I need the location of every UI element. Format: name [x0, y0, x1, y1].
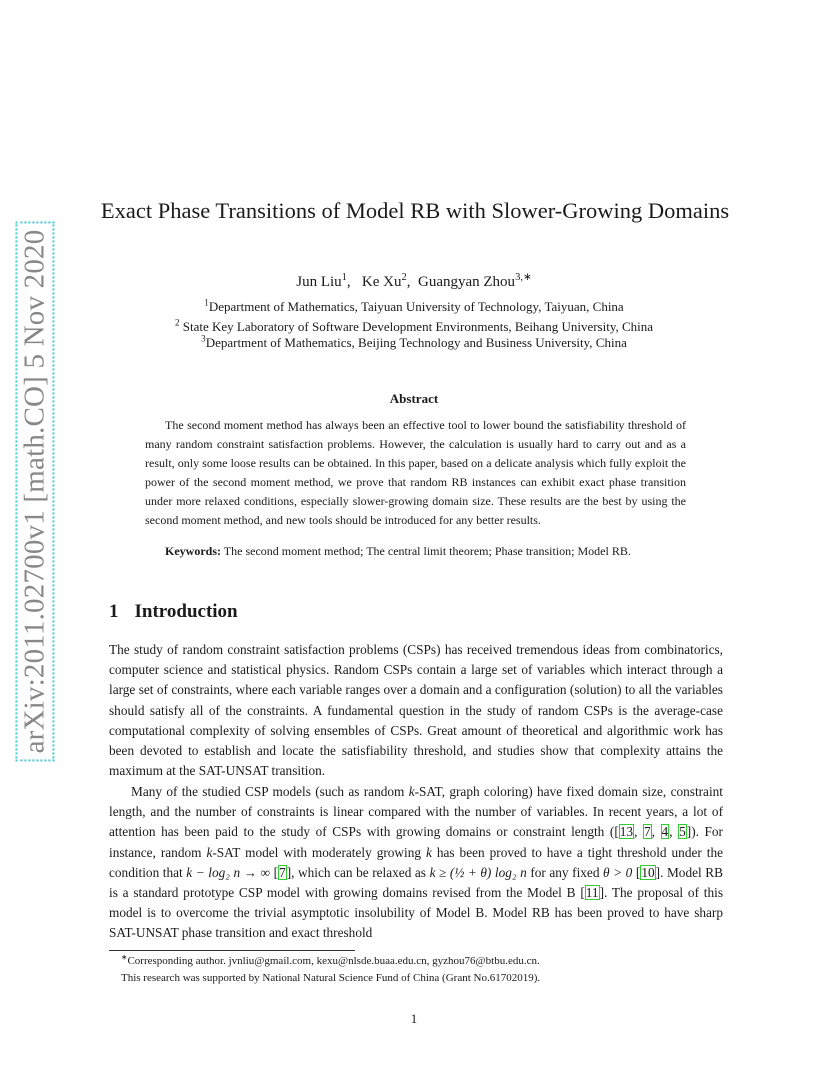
math-k: k	[426, 844, 432, 860]
citation-link[interactable]: 13	[619, 824, 634, 840]
intro-paragraph-2: Many of the studied CSP models (such as random k-SAT, graph coloring) have fixed domain size, constraint length, and the number of constraints is linear compared with the number of variables. In recent years, a lot of attention has been paid to the study of CSPs with growing domains or constraint length ([13, 7, 4, 5]). For instance, random k-SAT model with moderately growing k has been proved to have a tight threshold under the condition that k − log₂ n → ∞ [7], which can be relaxed as k ≥ (½ + θ) log₂ n for any fixed θ > 0 [10]. Model RB is a standard prototype CSP model with growing domains revised from the Model B [11]. The proposal of this model is to overcome the trivial asymptotic insolubility of Model B. Model RB has been proved to have sharp SAT-UNSAT phase transition and exact threshold	[109, 784, 724, 941]
citation-link[interactable]: 11	[585, 885, 599, 901]
affiliation-text: Department of Mathematics, Beijing Technology and Business University, China	[205, 335, 627, 350]
author-name: Jun Liu	[296, 274, 342, 290]
text-run: . The proposal of this model is to overcome the trivial asymptotic insolubility of Model B. Model RB has been proved to have sharp SAT-UNSAT phase transition and exact threshold	[109, 885, 723, 941]
paper-title: Exact Phase Transitions of Model RB with Slower-Growing Domains	[100, 198, 730, 223]
text-run: -SAT, graph coloring) have fixed domain size, constraint length, and the number of constraints is linear compared with the number of variables. In recent years, a lot of attention has been paid to the study of CSPs with growing domains or constraint length (	[109, 784, 724, 840]
footnote	[121, 972, 721, 984]
citation-link[interactable]: 10	[641, 864, 655, 880]
text-run: -SAT model with moderately growing	[212, 844, 426, 860]
text-run: ). For instance, random	[109, 824, 723, 860]
affiliation-mark: 1	[204, 297, 209, 308]
text-run: , which can be relaxed as	[291, 864, 430, 880]
author-mark: 2	[401, 272, 407, 283]
math-k: k	[206, 844, 213, 860]
abstract-heading: Abstract	[389, 391, 439, 406]
math-k: k	[408, 784, 415, 799]
footnote-text: Corresponding author. jvnliu@gmail.com, kexu@nlsde.buaa.edu.cn, gyzhou76@btbu.edu.cn.	[127, 955, 540, 967]
keywords-text: The second moment method; The central limit theorem; Phase transition; Model RB.	[223, 544, 631, 558]
footnote-rule	[109, 950, 355, 951]
affiliation	[0, 335, 828, 351]
affiliation-mark: 2	[174, 317, 180, 328]
footnote-text: This research was supported by National Natural Science Fund of China (Grant No.61702019).	[121, 972, 541, 984]
page-number: 1	[410, 1011, 418, 1026]
author-name: Guangyan Zhou	[418, 274, 516, 290]
math-expression: k ≥ (½ + θ) log₂ n	[429, 864, 527, 880]
author-mark: 3,∗	[515, 272, 532, 283]
citation-link[interactable]: 7	[643, 824, 651, 840]
math-expression: θ > 0	[603, 864, 633, 880]
section-heading	[109, 601, 238, 623]
text-run: for any fixed	[526, 864, 604, 880]
author-mark: 1	[341, 272, 347, 283]
citation-link[interactable]: 4	[661, 824, 669, 840]
author-list: Jun Liu$^1$, Ke Xu$^2$, Guangyan Zhou$^{3,∗}$	[296, 272, 532, 290]
section-number: 1	[109, 601, 119, 622]
intro-paragraph-1: The study of random constraint satisfaction problems (CSPs) has received tremendous ideas from combinatorics, computer science and statistical physics. Random CSPs contain a large set of variables which interact through a large set of constraints, where each variable ranges over a domain and a configuration (solution) to all the variables should satisfy all of the constraints. A fundamental question in the study of random CSPs is the average-case computational complexity of solving ensembles of CSPs. Great amount of theoretical and algorithmic work has been devoted to establish and locate the satisfiability threshold, and studies show that complexity attains the maximum at the SAT-UNSAT transition.	[109, 642, 723, 779]
text-run: . Model RB is a standard prototype CSP model with growing domains revised from the Model B	[109, 864, 723, 901]
affiliation-mark: 3	[201, 333, 206, 344]
footnote	[121, 952, 721, 967]
section-title: Introduction	[134, 601, 238, 622]
arxiv-id[interactable]: arXiv:2011.02700v1 [math.CO] 5 Nov 2020	[16, 221, 55, 761]
abstract-text: The second moment method has always been an effective tool to lower bound the satisfiability threshold of many random constraint satisfaction problems. However, the calculation is usually hard to carry out and as a result, only some loose results can be obtained. In this paper, based on a delicate analysis which fully exploit the power of the second moment method, we prove that random RB instances can exhibit exact phase transition under more relaxed conditions, especially slower-growing domain size. These results are the best by using the second moment method, and new tools should be introduced for any better results.	[145, 418, 686, 527]
text-run: Many of the studied CSP models (such as random	[131, 784, 409, 799]
affiliation	[0, 319, 828, 335]
affiliation-text: State Key Laboratory of Software Development Environments, Beihang University, China	[182, 319, 654, 334]
author-name: Ke Xu	[361, 274, 402, 290]
arxiv-stamp[interactable]	[15, 229, 55, 753]
keywords	[165, 544, 695, 559]
citation-link[interactable]: 7	[279, 864, 286, 880]
affiliation	[0, 299, 828, 315]
citation-link[interactable]: 5	[679, 824, 686, 840]
footnote-mark: ∗	[121, 952, 128, 962]
affiliation-text: Department of Mathematics, Taiyuan University of Technology, Taiyuan, China	[208, 299, 624, 314]
keywords-label: Keywords:	[165, 544, 221, 558]
text-run: has been proved to have a tight threshold under the condition that	[109, 844, 723, 880]
math-expression: k − log₂ n → ∞	[186, 864, 271, 880]
